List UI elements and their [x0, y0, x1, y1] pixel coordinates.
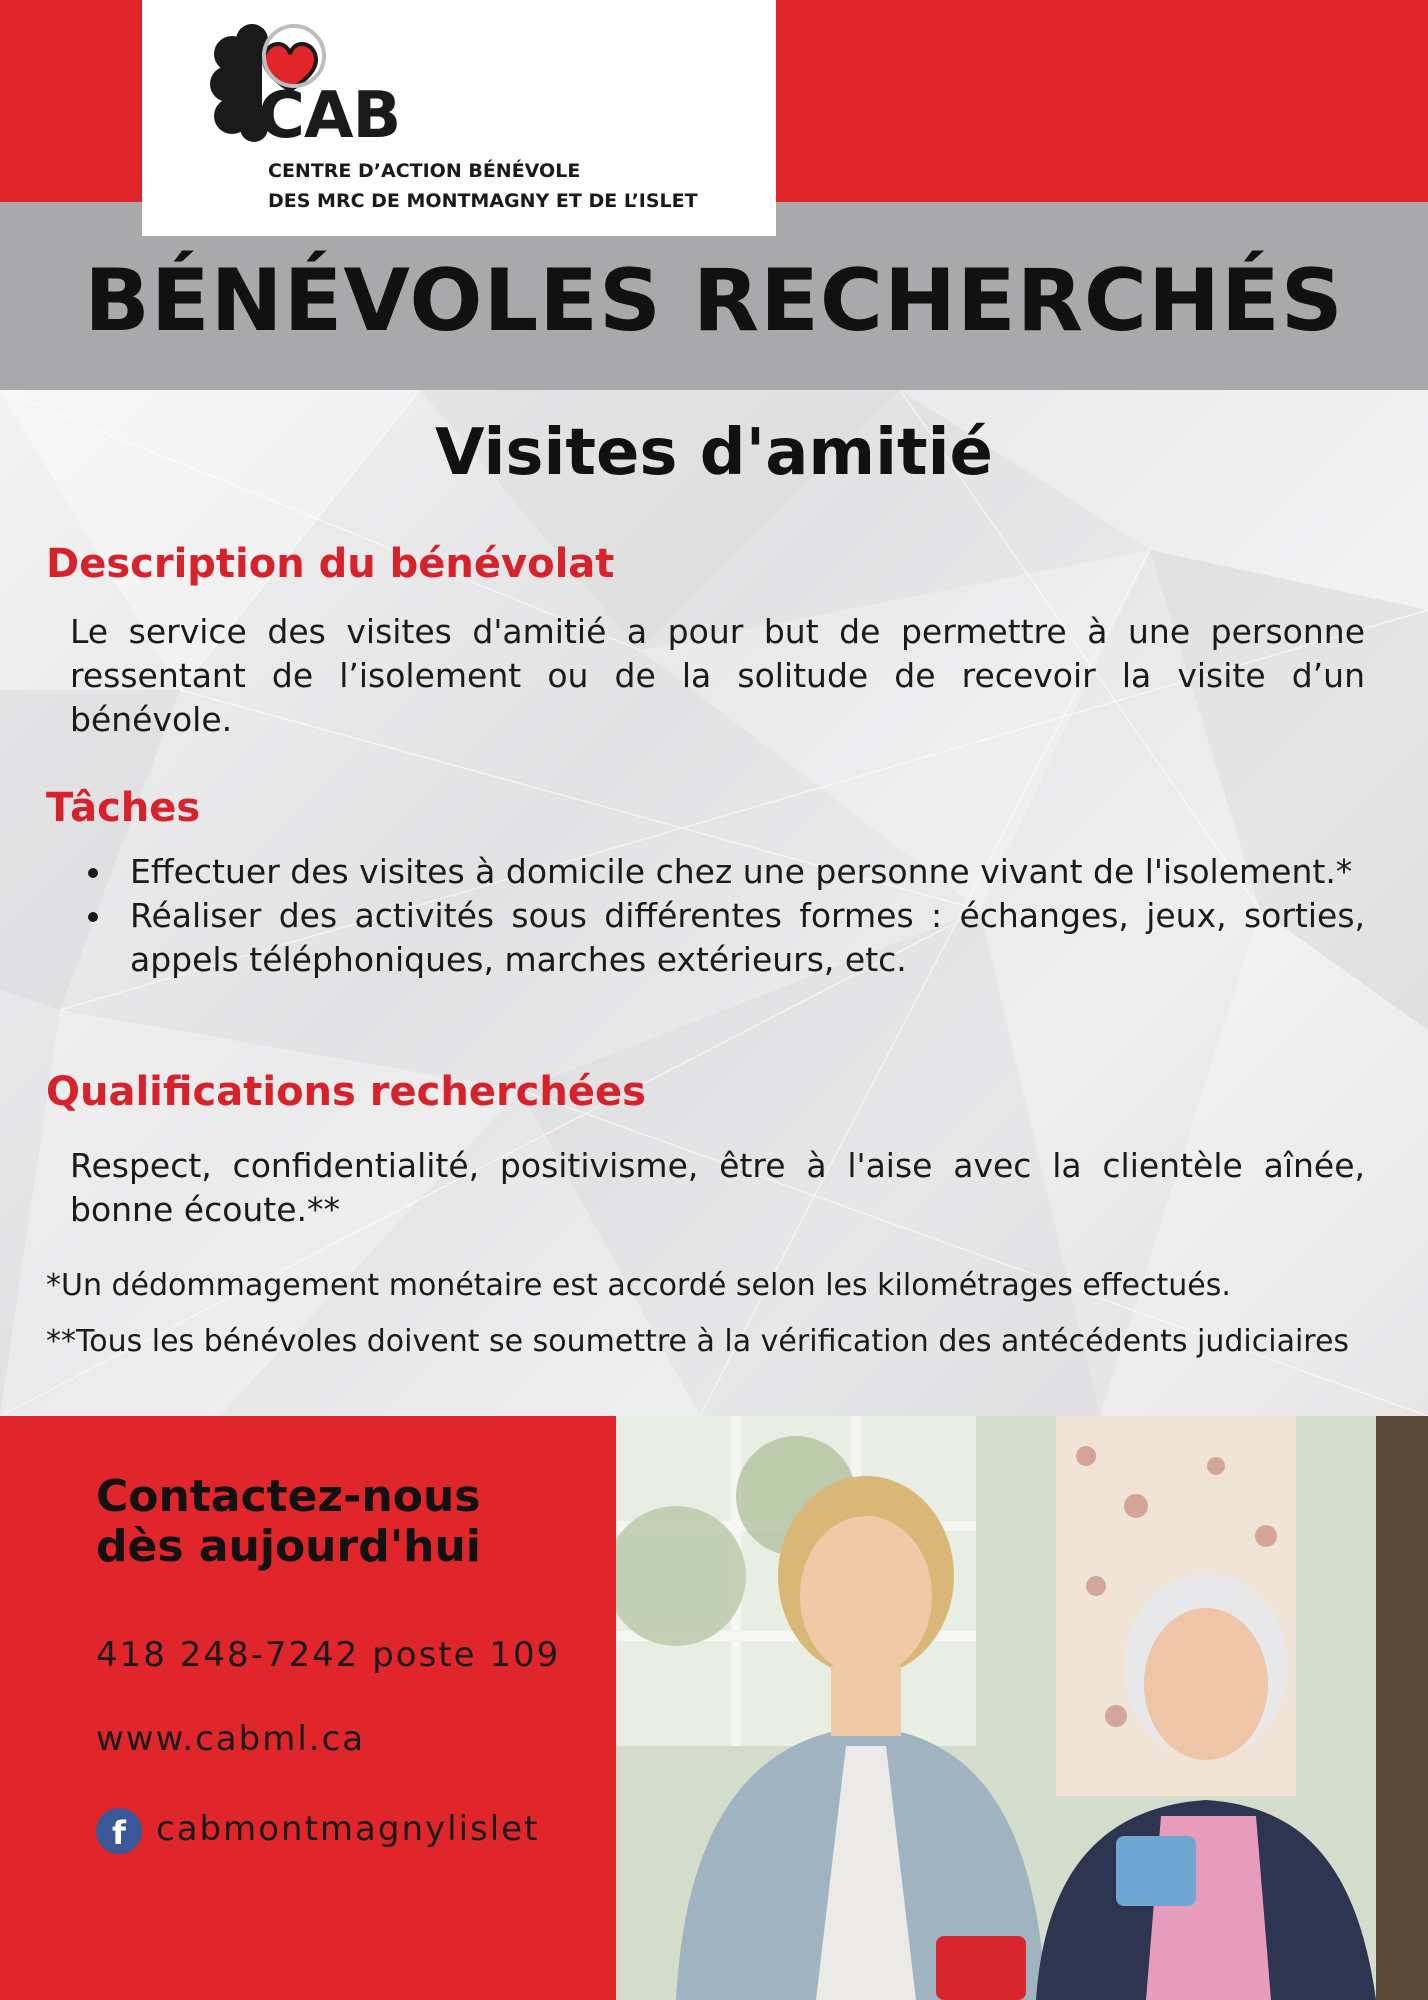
qualifications-heading: Qualifications recherchées: [46, 1069, 646, 1115]
logo-line-2: DES MRC DE MONTMAGNY ET DE L’ISLET: [268, 190, 698, 212]
contact-title-line-1: Contactez-nous: [96, 1471, 481, 1522]
phone-number[interactable]: 418 248-7242 poste 109: [96, 1635, 561, 1675]
content-area: [0, 390, 1428, 1416]
task-text: Réaliser des activités sous différentes formes : échanges, jeux, sorties, appels téléphoniques, marches extérieurs, etc.: [130, 896, 1365, 979]
qualifications-text: Respect, confidentialité, positivisme, être à l'aise avec la clientèle aînée, bonne écoute.**: [70, 1146, 1365, 1229]
photo-two-women: [616, 1416, 1428, 2000]
bullet-icon: [88, 868, 98, 878]
tasks-heading: Tâches: [46, 785, 201, 831]
contact-title: [96, 1472, 481, 1572]
footnote-1: *Un dédommagement monétaire est accordé selon les kilométrages effectués.: [46, 1268, 1231, 1303]
description-text: Le service des visites d'amitié a pour but de permettre à une personne ressentant de l’isolement ou de la solitude de recevoir la visite d’un bénévole.: [70, 612, 1365, 739]
contact-title-line-2: dès aujourd'hui: [96, 1521, 481, 1572]
contact-panel: [0, 1416, 616, 2000]
list-item: [70, 894, 1365, 982]
footnote-2: **Tous les bénévoles doivent se soumettre à la vérification des antécédents judiciaires: [46, 1324, 1350, 1359]
logo-line-1: CENTRE D’ACTION BÉNÉVOLE: [268, 160, 581, 182]
bullet-icon: [88, 912, 98, 922]
logo-box: [142, 0, 776, 236]
facebook-icon[interactable]: f: [96, 1808, 142, 1854]
website-link[interactable]: www.cabml.ca: [96, 1719, 366, 1759]
list-item: [70, 850, 1365, 894]
task-text: Effectuer des visites à domicile chez une personne vivant de l'isolement.*: [130, 852, 1353, 891]
subtitle: Visites d'amitié: [435, 416, 993, 490]
photo-illustration: [616, 1416, 1428, 2000]
logo-acronym: CAB: [258, 79, 401, 153]
page-title: BÉNÉVOLES RECHERCHÉS: [84, 251, 1344, 351]
facebook-link[interactable]: cabmontmagnylislet: [156, 1809, 540, 1849]
tasks-list: [70, 850, 1365, 982]
description-heading: Description du bénévolat: [46, 541, 615, 587]
